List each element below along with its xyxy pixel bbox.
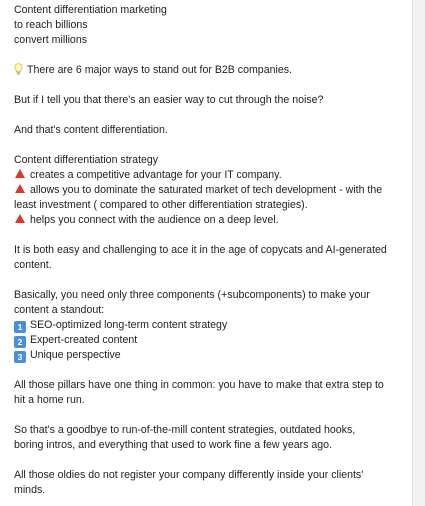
component-label: SEO-optimized long-term content strategy <box>30 319 228 331</box>
lightbulb-icon <box>14 63 23 74</box>
strategy-bullet-3 <box>14 213 406 228</box>
strategy-bullet-1 <box>14 168 406 183</box>
strategy-bullet-2-cont: least investment ( compared to other differentiation strategies). <box>14 199 308 211</box>
pillars-line-1: All those pillars have one thing in common: you have to make that extra step to <box>14 379 384 391</box>
goodbye-line-2: boring intros, and everything that used to work fine a few years ago. <box>14 439 332 451</box>
bullet-text: allows you to dominate the saturated market of tech development - with the <box>30 184 383 196</box>
component-item-3 <box>14 348 406 363</box>
goodbye-line-1: So that's a goodbye to run-of-the-mill content strategies, outdated hooks, <box>14 424 356 436</box>
easy-line-2: content. <box>14 259 52 271</box>
intro-line-3: convert millions <box>14 34 88 46</box>
hook-line <box>14 63 406 78</box>
keycap-number-icon: 2 <box>14 336 26 348</box>
bullet-text: helps you connect with the audience on a deep level. <box>30 214 279 226</box>
components-lead-2: content a standout: <box>14 304 105 316</box>
oldies-line-2: minds. <box>14 484 46 496</box>
oldies-line-1: All those oldies do not register your company differently inside your clients' <box>14 469 364 481</box>
question-line: But if I tell you that there's an easier way to cut through the noise? <box>14 94 324 106</box>
red-triangle-icon <box>15 169 25 178</box>
pillars-line-2: hit a home run. <box>14 394 85 406</box>
keycap-number-icon: 1 <box>14 321 26 333</box>
hook-text: There are 6 major ways to stand out for B2B companies. <box>27 64 292 76</box>
strategy-title: Content differentiation strategy <box>14 154 159 166</box>
intro-line-1: Content differentiation marketing <box>14 4 167 16</box>
component-item-1 <box>14 318 406 333</box>
red-triangle-icon <box>15 214 25 223</box>
answer-line: And that's content differentiation. <box>14 124 168 136</box>
bullet-text: creates a competitive advantage for your IT company. <box>30 169 282 181</box>
easy-line-1: It is both easy and challenging to ace it in the age of copycats and AI-generated <box>14 244 387 256</box>
intro-line-2: to reach billions <box>14 19 88 31</box>
component-label: Expert-created content <box>30 334 138 346</box>
component-label: Unique perspective <box>30 349 121 361</box>
components-lead-1: Basically, you need only three components (+subcomponents) to make your <box>14 289 370 301</box>
keycap-number-icon: 3 <box>14 351 26 363</box>
red-triangle-icon <box>15 184 25 193</box>
component-item-2 <box>14 333 406 348</box>
strategy-bullet-2 <box>14 183 406 198</box>
